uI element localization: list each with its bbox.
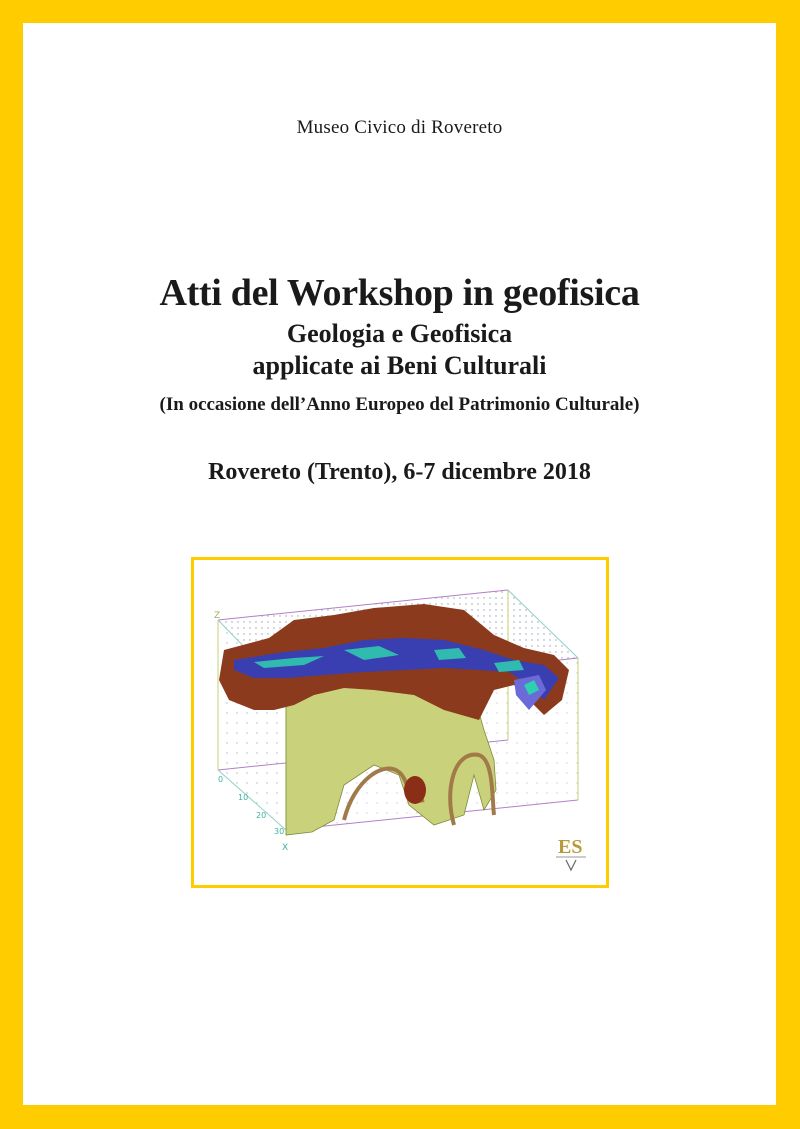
x-tick-10: 10 xyxy=(238,793,249,802)
z-axis-label: Z xyxy=(214,611,221,621)
geophysics-3d-model-image xyxy=(194,560,606,885)
cover-figure xyxy=(191,557,609,888)
x-tick-30: 30 xyxy=(274,827,285,836)
occasion-note: (In occasione dell’Anno Europeo del Patrimonio Culturale) xyxy=(159,394,640,415)
x-tick-20: 20 xyxy=(256,811,267,820)
publisher-name: Museo Civico di Rovereto xyxy=(296,117,503,138)
event-place-date: Rovereto (Trento), 6-7 dicembre 2018 xyxy=(208,459,591,485)
subtitle-line-1: Geologia e Geofisica xyxy=(286,319,513,348)
es-logo xyxy=(556,836,586,870)
x-tick-0: 0 xyxy=(218,775,224,784)
svg-text:ES: ES xyxy=(558,836,583,858)
subtitle-line-2: applicate ai Beni Culturali xyxy=(252,351,547,380)
book-title: Atti del Workshop in geofisica xyxy=(159,272,640,314)
cover-page xyxy=(23,23,776,1105)
x-axis-label: X xyxy=(282,843,289,853)
